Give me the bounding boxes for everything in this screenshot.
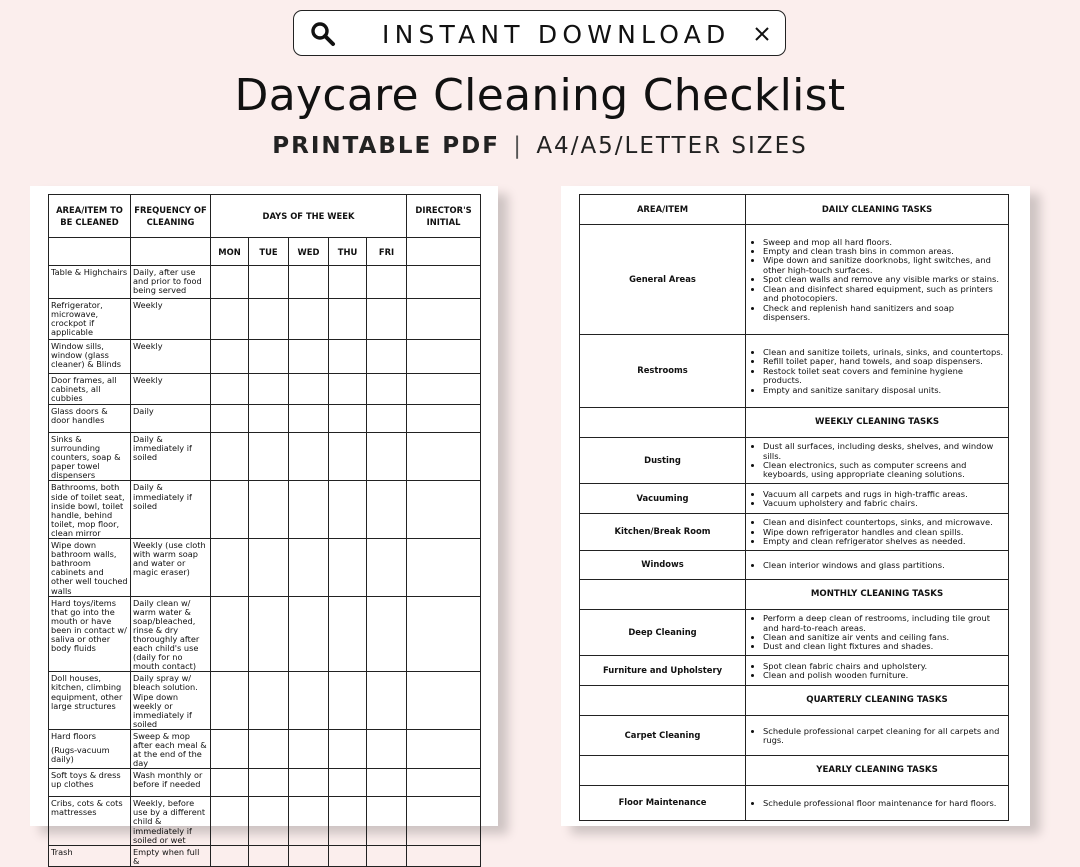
subtitle-sizes: A4/A5/LETTER SIZES (536, 133, 808, 159)
section-blank (580, 408, 746, 438)
task-item: • Wipe down refrigerator handles and clean spills. (763, 528, 1004, 537)
check-cell (329, 481, 367, 539)
row-area-text: Sinks & surrounding counters, soap & paper towel dispensers (51, 434, 121, 481)
row-area (49, 845, 131, 866)
row-frequency: Wash monthly or before if needed (131, 769, 211, 797)
check-cell (289, 672, 329, 730)
tasks-table (579, 194, 1009, 821)
table-row (49, 596, 481, 672)
row-tasks (746, 514, 1009, 551)
task-list (750, 518, 1004, 546)
table-row (49, 729, 481, 768)
check-cell (289, 769, 329, 797)
check-cell (211, 797, 249, 845)
check-cell (211, 596, 249, 672)
check-cell (249, 845, 289, 866)
tasks-page-preview (561, 186, 1030, 826)
initial-cell (407, 340, 481, 374)
day-header: FRI (367, 238, 407, 266)
row-area (49, 340, 131, 374)
row-area (49, 433, 131, 481)
task-list (750, 490, 1004, 509)
check-cell (329, 539, 367, 597)
section-blank (580, 686, 746, 716)
row-frequency: Empty when full & (131, 845, 211, 866)
table-row (580, 551, 1009, 580)
check-cell (289, 539, 329, 597)
section-heading: QUARTERLY CLEANING TASKS (746, 686, 1009, 716)
task-item: • Clean interior windows and glass partitions. (763, 561, 1004, 570)
initial-cell (407, 596, 481, 672)
task-item: • Check and replenish hand sanitizers and soap dispensers. (763, 304, 1004, 323)
row-area: Dusting (580, 438, 746, 484)
row-frequency: Daily & immediately if soiled (131, 433, 211, 481)
task-list (750, 238, 1004, 323)
check-cell (329, 433, 367, 481)
row-area (49, 672, 131, 730)
row-area-text: Soft toys & dress up clothes (51, 770, 121, 790)
check-cell (211, 405, 249, 433)
search-label: INSTANT DOWNLOAD (382, 20, 731, 49)
initial-cell (407, 845, 481, 866)
row-frequency: Sweep & mop after each meal & at the end of the day (131, 729, 211, 768)
check-cell (367, 481, 407, 539)
check-cell (329, 266, 367, 299)
section-heading: YEARLY CLEANING TASKS (746, 756, 1009, 786)
task-item: • Spot clean fabric chairs and upholstery. (763, 662, 1004, 671)
table-row (580, 716, 1009, 756)
table-row (49, 845, 481, 866)
row-tasks (746, 225, 1009, 335)
task-item: • Perform a deep clean of restrooms, including tile grout and hard-to-reach areas. (763, 614, 1004, 633)
check-cell (211, 374, 249, 405)
row-area-text: Hard toys/items that go into the mouth or have been in contact w/ saliva or other body fluids (51, 597, 127, 654)
check-cell (249, 481, 289, 539)
row-area: Windows (580, 551, 746, 580)
check-cell (329, 729, 367, 768)
row-tasks (746, 484, 1009, 514)
check-cell (329, 374, 367, 405)
check-cell (367, 299, 407, 340)
table-row (49, 433, 481, 481)
check-cell (211, 340, 249, 374)
row-area: Vacuuming (580, 484, 746, 514)
section-heading: WEEKLY CLEANING TASKS (746, 408, 1009, 438)
header-blank (407, 238, 481, 266)
check-cell (289, 845, 329, 866)
check-cell (367, 374, 407, 405)
check-cell (211, 769, 249, 797)
initial-cell (407, 299, 481, 340)
check-cell (249, 539, 289, 597)
section-row (580, 686, 1009, 716)
check-cell (329, 405, 367, 433)
table-row (49, 266, 481, 299)
check-cell (289, 481, 329, 539)
check-cell (289, 405, 329, 433)
header-frequency: FREQUENCY OF CLEANING (131, 195, 211, 238)
row-tasks (746, 786, 1009, 821)
check-cell (211, 481, 249, 539)
check-cell (249, 340, 289, 374)
check-cell (249, 769, 289, 797)
row-tasks (746, 656, 1009, 686)
row-area-text: Table & Highchairs (51, 267, 128, 277)
initial-cell (407, 797, 481, 845)
check-cell (249, 797, 289, 845)
row-frequency: Weekly (use cloth with warm soap and water or magic eraser) (131, 539, 211, 597)
check-cell (249, 299, 289, 340)
page-title: Daycare Cleaning Checklist (234, 70, 846, 121)
check-cell (289, 266, 329, 299)
row-tasks (746, 335, 1009, 408)
task-item: • Vacuum upholstery and fabric chairs. (763, 499, 1004, 508)
header-days: DAYS OF THE WEEK (211, 195, 407, 238)
check-cell (289, 433, 329, 481)
check-cell (329, 299, 367, 340)
row-area (49, 481, 131, 539)
row-area (49, 266, 131, 299)
check-cell (367, 433, 407, 481)
table-row (580, 786, 1009, 821)
row-area (49, 797, 131, 845)
check-cell (289, 596, 329, 672)
close-icon[interactable] (752, 24, 772, 44)
check-cell (367, 845, 407, 866)
row-area (49, 596, 131, 672)
row-area-note: (Rugs-vacuum daily) (51, 745, 110, 765)
row-area: Carpet Cleaning (580, 716, 746, 756)
row-frequency: Daily, after use and prior to food being served (131, 266, 211, 299)
task-item: • Dust and clean light fixtures and shades. (763, 642, 1004, 651)
task-item: • Spot clean walls and remove any visible marks or stains. (763, 275, 1004, 284)
subtitle-separator: | (513, 133, 524, 159)
checklist-table (48, 194, 481, 867)
check-cell (367, 797, 407, 845)
table-row (49, 340, 481, 374)
initial-cell (407, 769, 481, 797)
initial-cell (407, 672, 481, 730)
task-list (750, 561, 1004, 570)
table-row (580, 484, 1009, 514)
row-area-text: Refrigerator, microwave, crockpot if applicable (51, 300, 103, 338)
check-cell (367, 340, 407, 374)
check-cell (367, 539, 407, 597)
check-cell (211, 299, 249, 340)
table-row (49, 539, 481, 597)
check-cell (289, 299, 329, 340)
check-cell (329, 769, 367, 797)
check-cell (249, 596, 289, 672)
subtitle-format: PRINTABLE PDF (272, 133, 500, 159)
row-frequency: Daily spray w/ bleach solution. Wipe down weekly or immediately if soiled (131, 672, 211, 730)
table-row (49, 481, 481, 539)
check-cell (211, 729, 249, 768)
table-row (580, 335, 1009, 408)
check-cell (367, 596, 407, 672)
check-cell (249, 672, 289, 730)
initial-cell (407, 266, 481, 299)
task-list (750, 614, 1004, 652)
section-row (580, 580, 1009, 610)
task-item: • Empty and clean refrigerator shelves as needed. (763, 537, 1004, 546)
task-item: • Clean and polish wooden furniture. (763, 671, 1004, 680)
check-cell (289, 797, 329, 845)
check-cell (249, 374, 289, 405)
section-row (580, 408, 1009, 438)
section-blank (580, 580, 746, 610)
table-row (49, 405, 481, 433)
row-area-text: Cribs, cots & cots mattresses (51, 798, 123, 818)
check-cell (367, 769, 407, 797)
initial-cell (407, 729, 481, 768)
row-tasks (746, 551, 1009, 580)
row-frequency: Weekly, before use by a different child & immediately if soiled or wet (131, 797, 211, 845)
task-item: • Schedule professional floor maintenance for hard floors. (763, 799, 1004, 808)
table-row (49, 797, 481, 845)
check-cell (367, 405, 407, 433)
row-area (49, 539, 131, 597)
day-header: TUE (249, 238, 289, 266)
search-bar[interactable] (293, 10, 786, 56)
row-area-text: Wipe down bathroom walls, bathroom cabinets and other well touched walls (51, 540, 128, 596)
check-cell (249, 433, 289, 481)
header-area-item: AREA/ITEM (580, 195, 746, 225)
task-item: • Clean and disinfect shared equipment, such as printers and photocopiers. (763, 285, 1004, 304)
task-item: • Clean and sanitize air vents and ceiling fans. (763, 633, 1004, 642)
initial-cell (407, 539, 481, 597)
search-icon (310, 21, 336, 47)
row-frequency: Weekly (131, 299, 211, 340)
header-area: AREA/ITEM TO BE CLEANED (49, 195, 131, 238)
task-item: • Restock toilet seat covers and feminine hygiene products. (763, 367, 1004, 386)
header-initial: DIRECTOR'S INITIAL (407, 195, 481, 238)
task-list (750, 727, 1004, 746)
check-cell (249, 405, 289, 433)
task-item: • Empty and sanitize sanitary disposal units. (763, 386, 1004, 395)
initial-cell (407, 405, 481, 433)
row-area-text: Trash (51, 846, 73, 857)
check-cell (211, 672, 249, 730)
row-tasks (746, 610, 1009, 656)
row-frequency: Daily clean w/ warm water & soap/bleached, rinse & dry thoroughly after each child's use (daily for no mouth contact) (131, 596, 211, 672)
row-tasks (746, 716, 1009, 756)
section-blank (580, 756, 746, 786)
day-header: MON (211, 238, 249, 266)
section-row (580, 756, 1009, 786)
check-cell (367, 266, 407, 299)
checklist-page-preview (30, 186, 498, 866)
table-row (580, 656, 1009, 686)
row-frequency: Daily (131, 405, 211, 433)
check-cell (329, 845, 367, 866)
check-cell (367, 672, 407, 730)
day-header: THU (329, 238, 367, 266)
initial-cell (407, 433, 481, 481)
check-cell (211, 845, 249, 866)
table-row (49, 299, 481, 340)
row-area-text: Bathrooms, both side of toilet seat, inside bowl, toilet handle, behind toilet, mop floor, clean mirror (51, 482, 125, 538)
task-item: • Empty and clean trash bins in common areas. (763, 247, 1004, 256)
task-list (750, 442, 1004, 480)
task-item: • Schedule professional carpet cleaning for all carpets and rugs. (763, 727, 1004, 746)
check-cell (289, 340, 329, 374)
row-area: Deep Cleaning (580, 610, 746, 656)
row-frequency: Weekly (131, 374, 211, 405)
row-area-text: Glass doors & door handles (51, 406, 108, 426)
initial-cell (407, 374, 481, 405)
table-row (580, 610, 1009, 656)
header-blank (49, 238, 131, 266)
task-item: • Clean electronics, such as computer screens and keyboards, using appropriate cleaning solutions. (763, 461, 1004, 480)
task-list (750, 348, 1004, 395)
task-list (750, 662, 1004, 681)
task-item: • Clean and disinfect countertops, sinks, and microwave. (763, 518, 1004, 527)
table-row (580, 438, 1009, 484)
section-heading: MONTHLY CLEANING TASKS (746, 580, 1009, 610)
check-cell (211, 433, 249, 481)
initial-cell (407, 481, 481, 539)
row-area (49, 405, 131, 433)
check-cell (249, 266, 289, 299)
table-row (580, 225, 1009, 335)
check-cell (211, 266, 249, 299)
check-cell (289, 374, 329, 405)
task-item: • Dust all surfaces, including desks, shelves, and window sills. (763, 442, 1004, 461)
row-area (49, 769, 131, 797)
table-row (49, 374, 481, 405)
row-frequency: Daily & immediately if soiled (131, 481, 211, 539)
task-item: • Sweep and mop all hard floors. (763, 238, 1004, 247)
row-area: Kitchen/Break Room (580, 514, 746, 551)
task-item: • Refill toilet paper, hand towels, and soap dispensers. (763, 357, 1004, 366)
row-area: Floor Maintenance (580, 786, 746, 821)
table-row (49, 769, 481, 797)
subtitle (0, 133, 1080, 159)
check-cell (329, 596, 367, 672)
day-header: WED (289, 238, 329, 266)
row-area (49, 299, 131, 340)
task-item: • Vacuum all carpets and rugs in high-traffic areas. (763, 490, 1004, 499)
row-area-text: Window sills, window (glass cleaner) & Blinds (51, 341, 122, 370)
check-cell (289, 729, 329, 768)
check-cell (211, 539, 249, 597)
row-area: Furniture and Upholstery (580, 656, 746, 686)
row-tasks (746, 438, 1009, 484)
table-row (49, 672, 481, 730)
header-blank (131, 238, 211, 266)
check-cell (329, 672, 367, 730)
check-cell (367, 729, 407, 768)
task-item: • Wipe down and sanitize doorknobs, light switches, and other high-touch surfaces. (763, 256, 1004, 275)
row-area-text: Doll houses, kitchen, climbing equipment, other large structures (51, 673, 123, 711)
check-cell (249, 729, 289, 768)
header-daily-tasks: DAILY CLEANING TASKS (746, 195, 1009, 225)
row-area-text: Door frames, all cabinets, all cubbies (51, 375, 117, 404)
task-list (750, 799, 1004, 808)
table-row (580, 514, 1009, 551)
row-area: Restrooms (580, 335, 746, 408)
row-area: General Areas (580, 225, 746, 335)
row-area-text: Hard floors (51, 730, 97, 741)
check-cell (329, 797, 367, 845)
check-cell (329, 340, 367, 374)
row-area (49, 729, 131, 768)
task-item: • Clean and sanitize toilets, urinals, sinks, and countertops. (763, 348, 1004, 357)
row-frequency: Weekly (131, 340, 211, 374)
row-area (49, 374, 131, 405)
